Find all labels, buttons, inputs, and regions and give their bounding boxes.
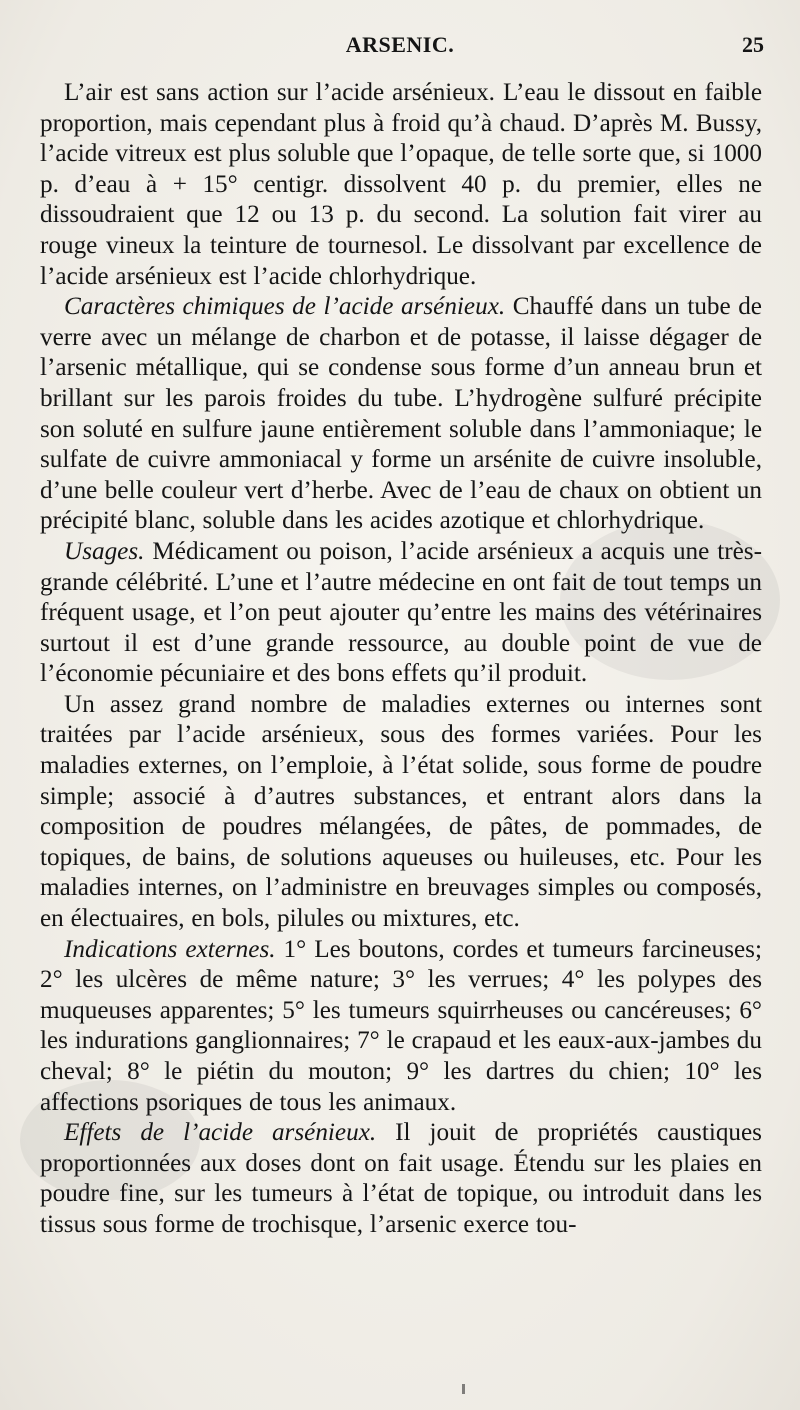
paragraph-lead: Caractères chimiques de l’acide arsénieux.	[64, 293, 506, 321]
paragraph-text: 1° Les boutons, cordes et tumeurs farcineuses; 2° les ulcères de même nature; 3° les verrues; 4° les polypes des muqueuses apparentes; 5° les tumeurs squirrheuses ou cancéreuses; 6° les indurations ganglionnaires; 7° le crapaud et les eaux-aux-jambes du cheval; 8° le piétin du mouton; 9° les dartres du chien; 10° les affections psoriques de tous les animaux.	[40, 935, 762, 1116]
paragraph-text: Médicament ou poison, l’acide arsénieux a acquis une très-grande célébrité. L’une et l’autre médecine en ont fait de tout temps un fréquent usage, et l’on peut ajouter qu’entre les mains des vétérinaires surtout il est d’une grande ressource, au double point de vue de l’économie pécuniaire et des bons effets qu’il produit.	[40, 537, 762, 688]
paragraph-text: L’air est sans action sur l’acide arsénieux. L’eau le dissout en faible proportion, mais cependant plus à froid qu’à chaud. D’après M. Bussy, l’acide vitreux est plus soluble que l’opaque, de telle sorte que, si 1000 p. d’eau à + 15° centigr. dissolvent 40 p. du premier, elles ne dissoudraient que 12 ou 13 p. du second. La solution fait virer au rouge vineux la teinture de tournesol. Le dissolvant par excellence de l’acide arsénieux est l’acide chlorhydrique.	[40, 79, 762, 290]
running-header	[0, 32, 800, 62]
paragraph-lead: Effets de l’acide arsénieux.	[64, 1119, 377, 1147]
body-text	[40, 78, 762, 1241]
paragraph	[40, 78, 762, 292]
paragraph	[40, 690, 762, 935]
page-number: 25	[742, 32, 764, 57]
running-title: ARSENIC.	[345, 32, 455, 57]
paragraph-lead: Indications externes.	[64, 935, 276, 963]
paragraph-text: Un assez grand nombre de maladies externes ou internes sont traitées par l’acide arsénieux, sous des formes variées. Pour les maladies externes, on l’emploie, à l’état solide, sous forme de poudre simple; associé à d’autres substances, et entrant alors dans la composition de poudres mélangées, de pâtes, de pommades, de topiques, de bains, de solutions aqueuses ou huileuses, etc. Pour les maladies internes, on l’administre en breuvages simples ou composés, en électuaires, en bols, pilules ou mixtures, etc.	[40, 690, 762, 933]
paragraph-text: Il jouit de propriétés caustiques proportionnées aux doses dont on fait usage. Étendu sur les plaies en poudre fine, sur les tumeurs à l’état de topique, ou introduit dans les tissus sous forme de trochisque, l’arsenic exerce tou-	[40, 1119, 762, 1238]
paragraph	[40, 935, 762, 1119]
paragraph	[40, 1118, 762, 1240]
paragraph	[40, 292, 762, 537]
paragraph-lead: Usages.	[64, 537, 145, 565]
print-mark	[462, 1384, 465, 1394]
paragraph	[40, 537, 762, 690]
paragraph-text: Chauffé dans un tube de verre avec un mélange de charbon et de potasse, il laisse dégager de l’arsenic métallique, qui se condense sous forme d’un anneau brun et brillant sur les parois froides du tube. L’hydrogène sulfuré précipite son soluté en sulfure jaune entièrement soluble dans l’ammoniaque; le sulfate de cuivre ammoniacal y forme un arsénite de cuivre insoluble, d’une belle couleur vert d’herbe. Avec de l’eau de chaux on obtient un précipité blanc, soluble dans les acides azotique et chlorhydrique.	[40, 293, 762, 535]
